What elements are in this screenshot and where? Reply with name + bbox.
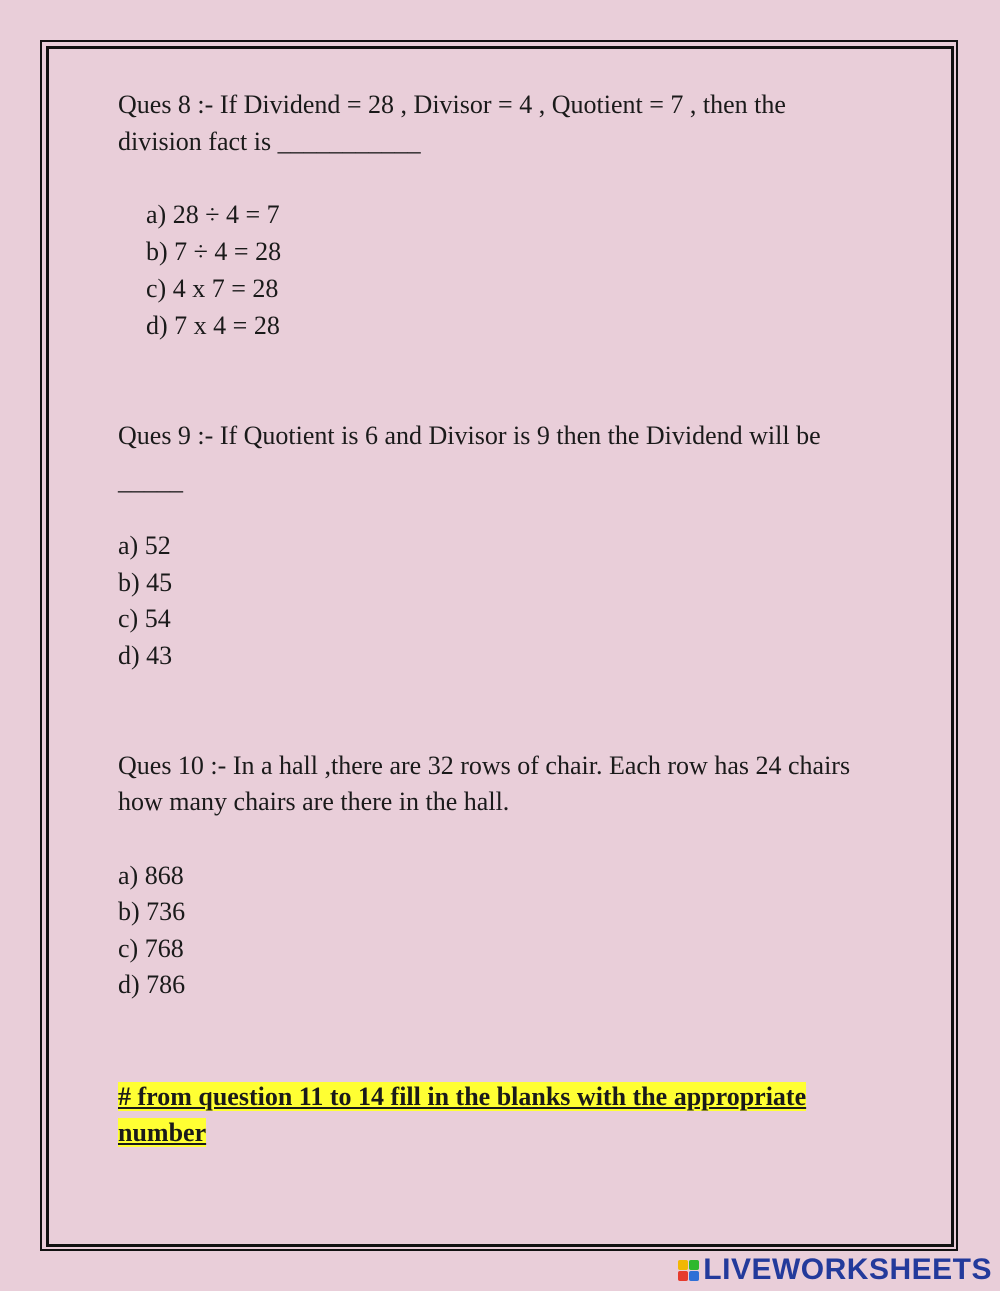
- q8-option-a[interactable]: a) 28 ÷ 4 = 7: [146, 200, 280, 229]
- q9-text-line1: Ques 9 :- If Quotient is 6 and Divisor is 9 then the Dividend will be: [118, 421, 821, 450]
- liveworksheets-icon: [678, 1260, 699, 1281]
- q8-option-d[interactable]: d) 7 x 4 = 28: [146, 311, 280, 340]
- q8-text-line2: division fact is ___________: [118, 127, 421, 156]
- q10-text-line1: Ques 10 :- In a hall ,there are 32 rows of chair. Each row has 24 chairs: [118, 751, 851, 780]
- q10-option-c[interactable]: c) 768: [118, 934, 184, 963]
- q10-text-line2: how many chairs are there in the hall.: [118, 787, 510, 816]
- q9-option-d[interactable]: d) 43: [118, 641, 173, 670]
- q8-text-line1: Ques 8 :- If Dividend = 28 , Divisor = 4 , Quotient = 7 , then the: [118, 90, 786, 119]
- q9-option-c[interactable]: c) 54: [118, 604, 171, 633]
- q10-option-b[interactable]: b) 736: [118, 897, 186, 926]
- instruction-note-line2: number: [118, 1118, 207, 1147]
- liveworksheets-logo[interactable]: [678, 1253, 992, 1287]
- q8-option-b[interactable]: b) 7 ÷ 4 = 28: [146, 237, 282, 266]
- q8-option-c[interactable]: c) 4 x 7 = 28: [146, 274, 279, 303]
- q10-option-a[interactable]: a) 868: [118, 861, 184, 890]
- instruction-note-line1: # from question 11 to 14 fill in the blanks with the appropriate: [118, 1082, 807, 1111]
- q9-option-b[interactable]: b) 45: [118, 568, 173, 597]
- q10-option-d[interactable]: d) 786: [118, 970, 186, 999]
- q9-option-a[interactable]: a) 52: [118, 531, 171, 560]
- q9-blank: _____: [118, 466, 183, 495]
- brand-name: LIVEWORKSHEETS: [703, 1253, 992, 1286]
